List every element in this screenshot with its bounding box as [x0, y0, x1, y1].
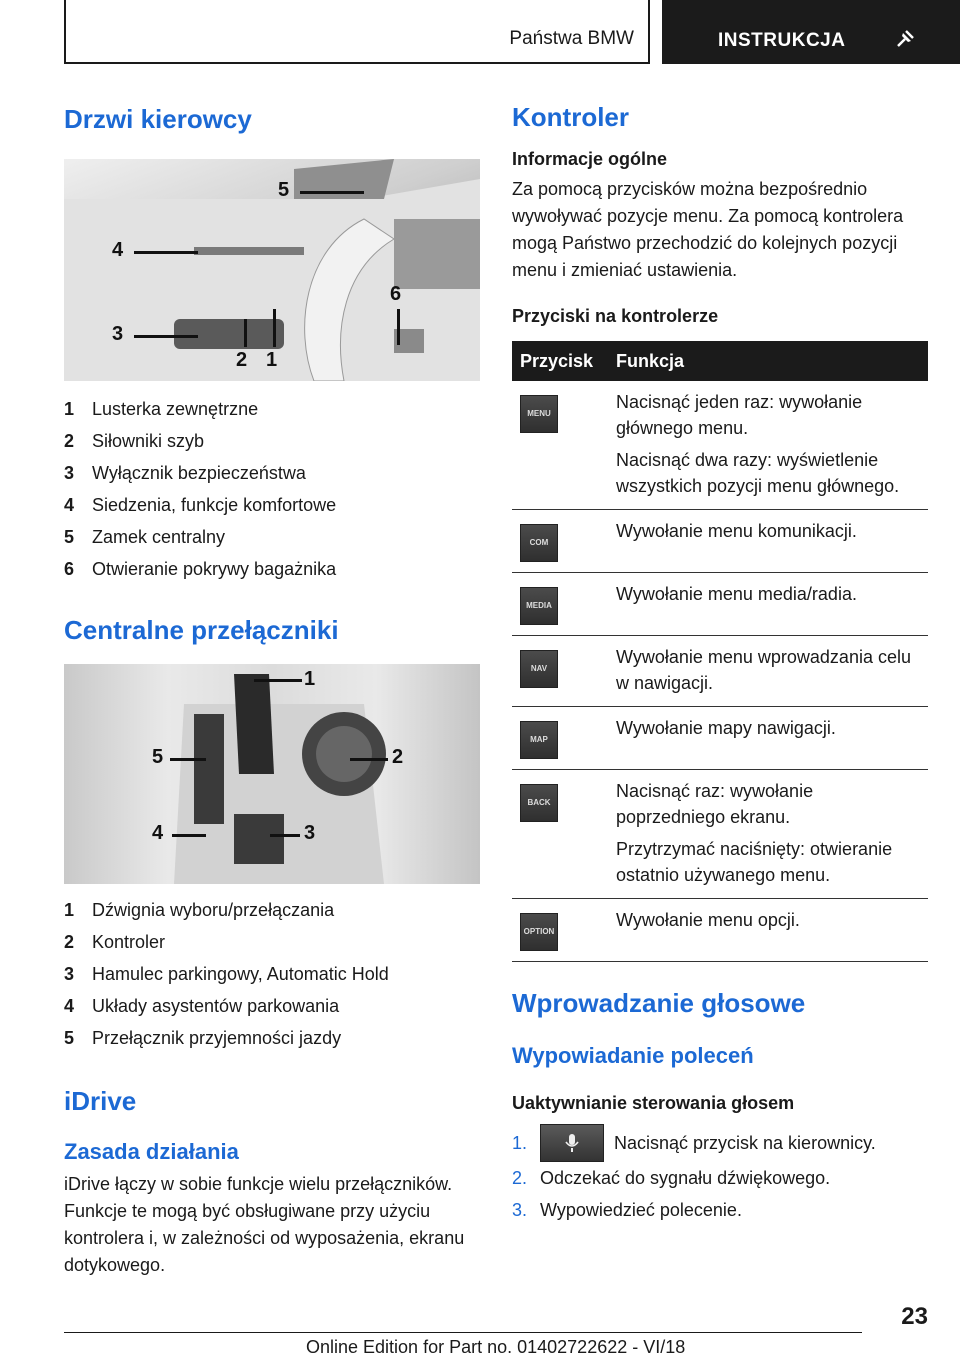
- table-row: MENU Nacisnąć jeden raz: wywołanie głównego menu. Nacisnąć dwa razy: wyświetlenie wszystkich pozycji menu głównego.: [512, 381, 928, 510]
- header-left-rule: [64, 0, 66, 64]
- header-bottom-rule: [64, 62, 650, 64]
- menu-button-icon: MENU: [520, 395, 558, 433]
- console-illustration: [64, 664, 480, 884]
- back-button-icon: BACK: [520, 784, 558, 822]
- legend-item: 5 Zamek centralny: [64, 526, 226, 547]
- legend-item: 1 Dźwignia wyboru/przełączania: [64, 899, 335, 920]
- door-callout-line-4: [134, 251, 198, 254]
- table-row: OPTION Wywołanie menu opcji.: [512, 899, 928, 962]
- step-item: 3. Wypowiedzieć polecenie.: [512, 1200, 742, 1220]
- table-row: NAV Wywołanie menu wprowadzania celu w nawigacji.: [512, 636, 928, 707]
- legend-item: 4 Układy asystentów parkowania: [64, 995, 340, 1016]
- legend-item: 3 Hamulec parkingowy, Automatic Hold: [64, 963, 389, 984]
- console-callout-line-1: [254, 679, 302, 682]
- door-callout-5: 5: [278, 179, 290, 201]
- console-callout-4: 4: [152, 822, 164, 844]
- console-callout-1: 1: [304, 668, 316, 690]
- step-item: 1. Nacisnąć przycisk na kierownicy.: [512, 1124, 928, 1162]
- general-info-text: Za pomocą przycisków można bezpośrednio wywoływać pozycje menu. Za pomocą kontrolera mogą Państwo przechodzić do kolejnych pozycji menu i zmieniać ustawienia.: [512, 179, 904, 280]
- legend-item: 5 Przełącznik przyjemności jazdy: [64, 1027, 342, 1048]
- door-callout-line-3: [134, 335, 198, 338]
- legend-item: 1 Lusterka zewnętrzne: [64, 398, 259, 419]
- console-legend: [64, 894, 480, 1054]
- table-header-button: Przycisk: [512, 341, 608, 381]
- table-row: MAP Wywołanie mapy nawigacji.: [512, 707, 928, 770]
- controller-buttons-table: [512, 341, 928, 962]
- principle-title: Zasada działania: [64, 1139, 239, 1164]
- option-button-icon: OPTION: [520, 913, 558, 951]
- voice-steps: [512, 1124, 928, 1226]
- header-separator: [648, 0, 650, 64]
- idrive-title: iDrive: [64, 1086, 137, 1116]
- table-header-function: Funkcja: [608, 341, 928, 381]
- com-button-icon: COM: [520, 524, 558, 562]
- door-callout-line-6: [397, 309, 400, 345]
- console-callout-line-3: [270, 834, 300, 837]
- console-callout-3: 3: [304, 822, 316, 844]
- legend-item: 2 Siłowniki szyb: [64, 430, 205, 451]
- legend-item: 2 Kontroler: [64, 931, 166, 952]
- table-row: COM Wywołanie menu komunikacji.: [512, 510, 928, 573]
- door-callout-line-5: [300, 191, 364, 194]
- door-illustration: [64, 159, 480, 381]
- commands-title: Wypowiadanie poleceń: [512, 1043, 754, 1068]
- door-callout-2: 2: [236, 349, 248, 371]
- header-owner-link[interactable]: Państwa BMW: [509, 28, 634, 49]
- table-row: MEDIA Wywołanie menu media/radia.: [512, 573, 928, 636]
- left-column: [64, 100, 480, 1279]
- step-item: 2. Odczekać do sygnału dźwiękowego.: [512, 1168, 831, 1188]
- legend-item: 4 Siedzenia, funkcje komfortowe: [64, 494, 337, 515]
- pin-icon: [894, 28, 916, 50]
- general-info-title: Informacje ogólne: [512, 149, 668, 169]
- legend-item: 3 Wyłącznik bezpieczeństwa: [64, 462, 306, 483]
- microphone-icon: [540, 1124, 604, 1162]
- console-section-title: Centralne przełączniki: [64, 615, 339, 645]
- voice-input-title: Wprowadzanie głosowe: [512, 988, 806, 1018]
- footer-rule: [64, 1332, 862, 1333]
- door-callout-4: 4: [112, 239, 124, 261]
- principle-text: iDrive łączy w sobie funkcje wielu przełączników. Funkcje te mogą być obsługiwane przy użyciu kontrolera i, w zależności od wyposażenia, ekranu dotykowego.: [64, 1174, 465, 1275]
- table-row: BACK Nacisnąć raz: wywołanie poprzedniego ekranu. Przytrzymać naciśnięty: otwieranie ostatnio używanego menu.: [512, 770, 928, 899]
- driver-door-photo: [64, 159, 480, 381]
- footer-edition: Online Edition for Part no. 01402722622 - VI/18: [306, 1337, 686, 1357]
- door-callout-3: 3: [112, 323, 124, 345]
- console-callout-line-4: [172, 834, 206, 837]
- activate-voice-title: Uaktywnianie sterowania głosem: [512, 1093, 795, 1113]
- door-callout-line-2: [244, 319, 247, 347]
- console-callout-5: 5: [152, 746, 164, 768]
- console-callout-line-5: [170, 758, 206, 761]
- buttons-title: Przyciski na kontrolerze: [512, 306, 719, 326]
- right-column: [512, 100, 928, 1226]
- door-legend: [64, 393, 480, 585]
- center-console-photo: [64, 664, 480, 884]
- media-button-icon: MEDIA: [520, 587, 558, 625]
- header-section-tab[interactable]: [662, 0, 960, 64]
- door-callout-1: 1: [266, 349, 278, 371]
- door-section-title: Drzwi kierowcy: [64, 104, 252, 134]
- console-callout-2: 2: [392, 746, 404, 768]
- controller-title: Kontroler: [512, 102, 629, 132]
- header-section-label: INSTRUKCJA: [718, 30, 846, 51]
- door-callout-line-1: [273, 309, 276, 347]
- console-callout-line-2: [350, 758, 388, 761]
- legend-item: 6 Otwieranie pokrywy bagażnika: [64, 558, 337, 579]
- page-number: 23: [901, 1303, 928, 1330]
- nav-button-icon: NAV: [520, 650, 558, 688]
- map-button-icon: MAP: [520, 721, 558, 759]
- door-callout-6: 6: [390, 283, 402, 305]
